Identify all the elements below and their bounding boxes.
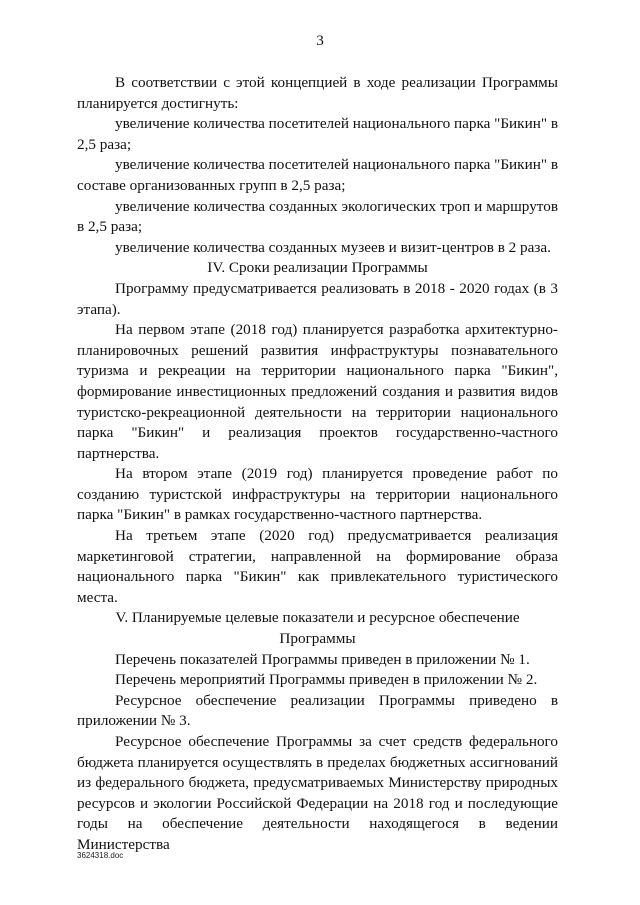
page-number: 3 bbox=[316, 32, 324, 49]
goal-list-item: увеличение количества созданных музеев и визит-центров в 2 раза. bbox=[115, 238, 551, 256]
appendix-reference: Перечень показателей Программы приведен в приложении № 1. bbox=[115, 650, 530, 668]
stage-paragraph: На первом этапе (2018 год) планируется разработка архитектурно-планировочных решений развития инфраструктуры познавательного туризма и рекреации на территории национального парка "Бикин", формирование инвестиционных предложений создания и развития видов туристско-рекреационной деятельности на территории национального парка "Бикин" и реализация проектов государственно-частного партнерства. bbox=[77, 321, 558, 462]
appendix-reference: Перечень мероприятий Программы приведен в приложении № 2. bbox=[115, 671, 538, 689]
appendix-reference: Ресурсное обеспечение реализации Программы приведено в приложении № 3. bbox=[77, 691, 558, 730]
goal-list-item: увеличение количества посетителей национального парка "Бикин" в 2,5 раза; bbox=[77, 115, 558, 153]
goal-list-item: увеличение количества созданных экологических троп и маршрутов в 2,5 раза; bbox=[77, 197, 558, 236]
stage-paragraph: На втором этапе (2019 год) планируется проведение работ по созданию туристской инфраструктуры на территории национального парка "Бикин" в рамках государственно-частного партнерства. bbox=[77, 465, 558, 524]
stage-paragraph: На третьем этапе (2020 год) предусматривается реализация маркетинговой стратегии, направленной на формирование образа национального парка "Бикин" как привлекательного туристического места. bbox=[77, 527, 558, 606]
funding-paragraph: Ресурсное обеспечение Программы за счет средств федерального бюджета планируется осуществлять в пределах бюджетных ассигнований из федерального бюджета, предусматриваемых Министерству природных ресурсов и экологии Российской Федерации на 2018 год и последующие годы на обеспечение деятельности находящегося в ведении Министерства bbox=[77, 733, 558, 853]
timeline-paragraph: Программу предусматривается реализовать в 2018 - 2020 годах (в 3 этапа). bbox=[77, 279, 558, 318]
section-heading-indicators: V. Планируемые целевые показатели и ресурсное обеспечение Программы bbox=[115, 609, 520, 648]
section-heading-timeline: IV. Сроки реализации Программы bbox=[207, 259, 428, 277]
footer-filename: 3624318.doc bbox=[77, 851, 124, 860]
goal-list-item: увеличение количества посетителей национального парка "Бикин" в составе организованных групп в 2,5 раза; bbox=[77, 156, 558, 194]
intro-paragraph: В соответствии с этой концепцией в ходе реализации Программы планируется достигнуть: bbox=[77, 74, 558, 112]
document-body bbox=[77, 73, 558, 856]
